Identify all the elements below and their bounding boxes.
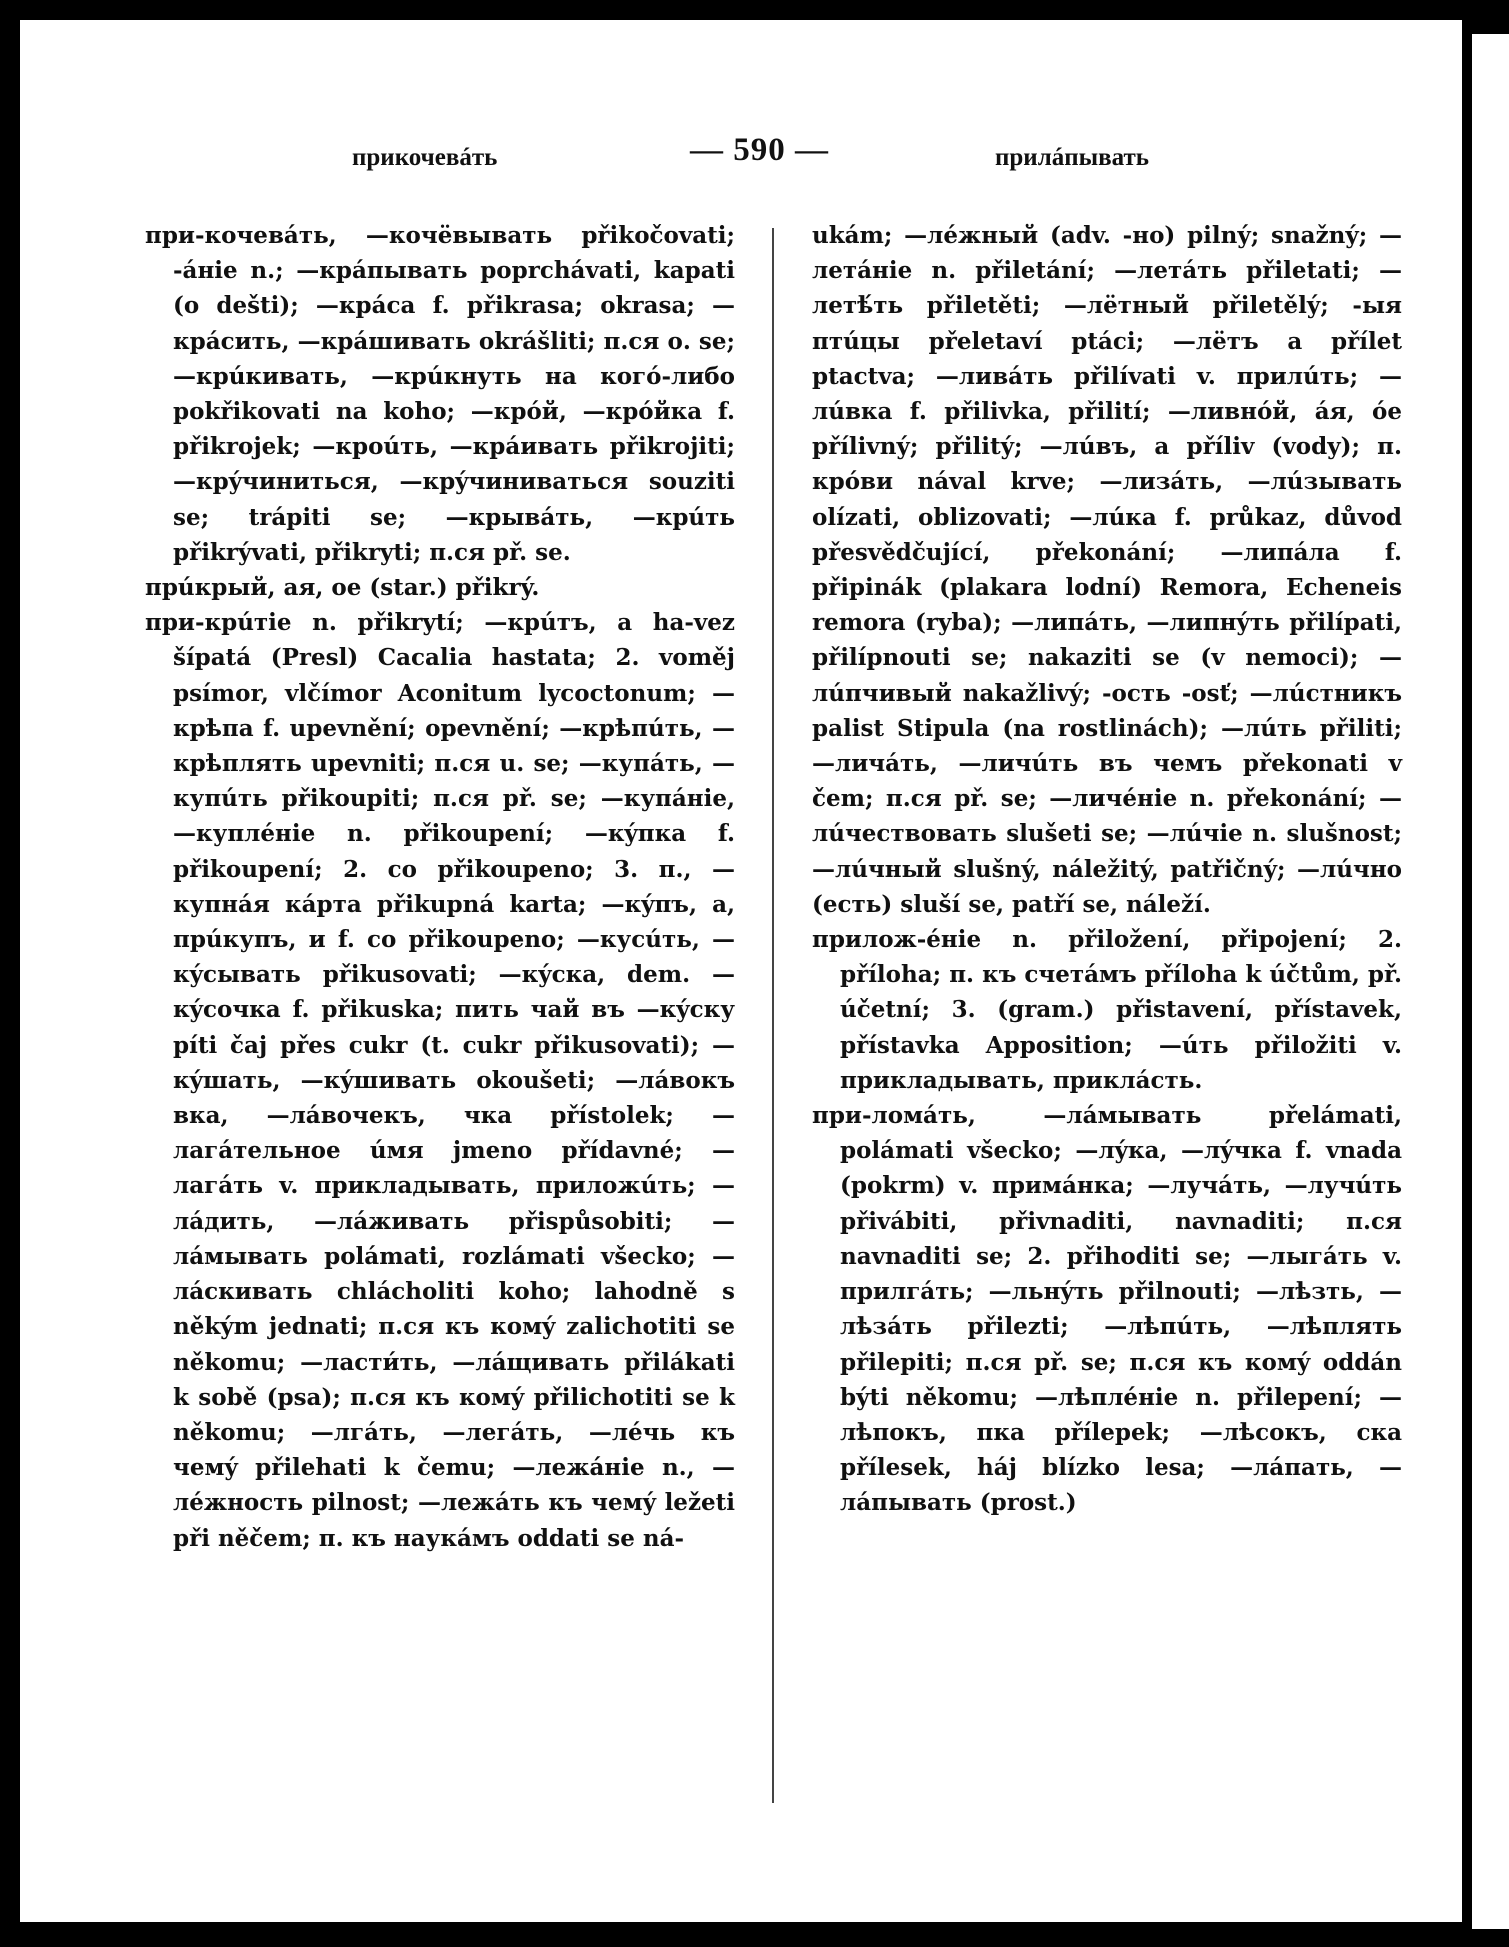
dictionary-entry: при-крúтie n. přikrytí; —крúтъ, a ha-vez šípatá (Presl) Cacalia hastata; 2. voměj psímor, vlčímor Aconitum lycoctonum; —крѣпа f. upevnění; opevnění; —крѣпúть, —крѣплять upevniti; п.ся u. se; —купáть, —купúть přikoupiti; п.ся př. se; —купáнie, —куплéнie n. přikoupení; —кýпка f. přikoupení; 2. co přikoupeno; 3. п., —купнáя кáрта přikupná karta; —кýпъ, а, прúкупъ, и f. co přikoupeno; —кусúть, —кýсывать přikusovati; —кýска, dem. —кýсочка f. přikuska; пить чай въ —кýску píti čaj přes cukr (t. cukr přikusovati); —кýшать, —кýшивать okoušeti; —лáвокъ вка, —лáвочекъ, чка přístolek; —лагáтельное úмя jmeno přídavné; —лагáть v. прикладывать, приложúть; —лáдить, —лáживать přispůsobiti; —лáмывать polámati, rozlámati všecko; —лáскивать chlácholiti koho; lahodně s někým jednati; п.ся къ комý zalichotiti se někomu; —ласти́ть, —лáщивать přilákati k sobě (psa); п.ся къ комý přilichotiti se k někomu; —лгáть, —легáть, —лéчь къ чемý přilehati k čemu; —лежáнie n., —лéжность pilnost; —лежáть къ чемý ležeti při něčem; п. къ наукáмъ oddati se ná-: [145, 609, 735, 1552]
dictionary-entry: при-кочевáть, —кочёвывать přikočovati; -áнie n.; —крáпывать poprchávati, kapati (o dešti); —крáса f. přikrasa; okrasa; —крáсить, —крáшивать okrášliti; п.ся о. se; —крúкивать, —крúкнуть на когó-либо pokřikovati na koho; —крóй, —крóйка f. přikrojek; —кроúть, —крáивать přikrojiti; —крýчиниться, —крýчиниваться souziti se; trápiti se; —крывáть, —крúть přikrývati, přikryti; п.ся př. se.: [145, 222, 735, 566]
right-running-headword: прилáпывать: [995, 144, 1150, 171]
left-running-headword: прикочевáть: [352, 144, 498, 171]
dictionary-entry: при-ломáть, —лáмывать přelámati, polámati všecko; —лýка, —лýчка f. vnada (pokrm) v. примáнка; —лучáть, —лучúть přivábiti, přivnaditi, navnaditi; п.ся navnaditi se; 2. přihoditi se; —лыгáть v. прилгáть; —льнýть přilnouti; —лѣзть, —лѣзáть přilezti; —лѣпúть, —лѣплять přilepiti; п.ся př. se; п.ся къ комý oddán býti někomu; —лѣплéнie n. přilepení; —лѣпокъ, пка přílepek; —лѣсокъ, ска přílesek, háj blízko lesa; —лáпать, —лáпывать (prost.): [812, 1102, 1402, 1517]
dictionary-entry: прилож-éнie n. přiložení, připojení; 2. příloha; п. къ счетáмъ příloha k účtům, př. účetní; 3. (gram.) přistavení, přístavek, přístavka Apposition; —úть přiložiti v. прикладывать, приклáсть.: [812, 926, 1402, 1094]
left-column: [145, 218, 735, 1556]
column-divider: [772, 228, 774, 1803]
dictionary-page: [20, 20, 1462, 1922]
right-column: [812, 218, 1402, 1521]
page-header: [20, 132, 1462, 182]
page-number: — 590 —: [690, 132, 829, 168]
next-page-edge: [1472, 34, 1509, 1929]
dictionary-entry-continued: ukám; —лéжный (adv. -но) pilný; snažný; —летáнie n. přiletání; —летáть přiletati; —летѣ́ть přiletěti; —лётный přiletělý; -ыя птúцы přeletaví ptáci; —лётъ a přílet ptactva; —ливáть přilívati v. прилúть; —лúвка f. přilivka, přilití; —ливнóй, áя, óe přílivný; přilitý; —лúвъ, a příliv (vody); п. крóви nával krve; —лизáть, —лúзывать olízati, oblizovati; —лúка f. průkaz, důvod přesvědčující, překonání; —липáла f. připinák (plakara lodní) Remora, Echeneis remora (ryba); —липáть, —липнýть přilípati, přilípnouti se; nakaziti se (v nemoci); —лúпчивый nakažlivý; -ость -osť; —лúстникъ palist Stipula (na rostlinách); —лúть přiliti; —личáть, —личúть въ чемъ překonati v čem; п.ся př. se; —личéнie n. překonání; —лúчествовать slušeti se; —лúчie n. slušnost; —лúчный slušný, náležitý, patřičný; —лúчно (есть) sluší se, patří se, náleží.: [812, 222, 1402, 918]
dictionary-entry: прúкрый, ая, ое (star.) přikrý.: [145, 574, 540, 602]
